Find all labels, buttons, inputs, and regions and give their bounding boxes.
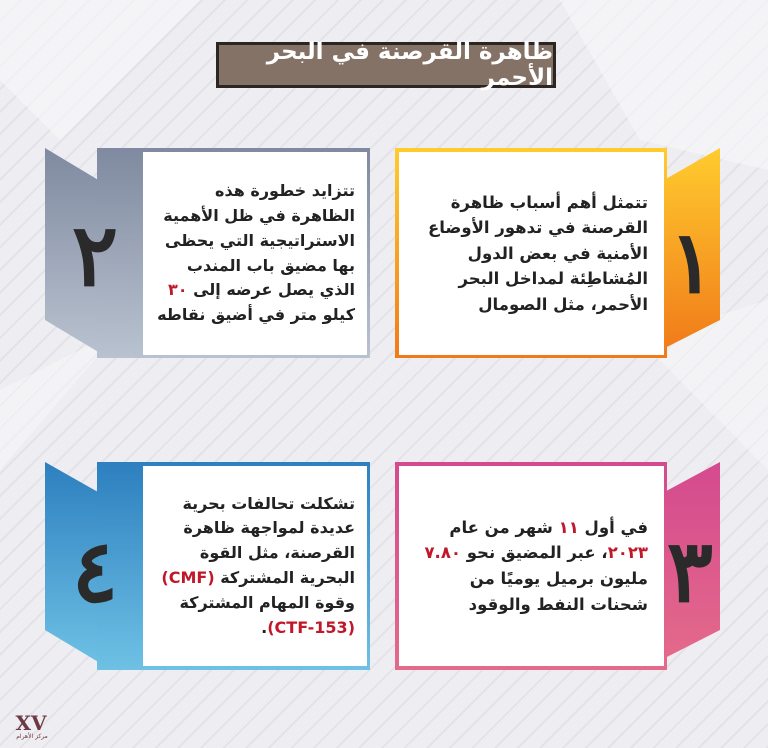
logo-caption: مركز الأهرام: [16, 733, 48, 740]
card-4: [45, 462, 370, 687]
card-3-highlight-months: ١١: [558, 517, 579, 537]
card-4-text-c: .: [261, 617, 268, 637]
card-2: [45, 148, 370, 378]
card-4-text: [155, 492, 355, 641]
title-box: [216, 39, 556, 91]
card-4-text-a: تشكلت تحالفات بحرية عديدة لمواجهة ظاهرة القرصنة، مثل القوة البحرية المشتركة: [182, 493, 355, 587]
card-3-text-c: ، عبر المضيق نحو: [460, 543, 608, 563]
card-4-panel: [143, 466, 367, 666]
card-2-highlight: ٣٠: [168, 280, 188, 300]
card-4-highlight-cmf: (CMF): [161, 568, 215, 587]
card-2-text: [155, 179, 355, 328]
card-2-text-a: تتزايد خطورة هذه الظاهرة في ظل الأهمية الاستراتيجية التي يحظى بها مضيق باب المندب الذي يصل عرضه إلى: [163, 181, 355, 300]
card-3-numeral: ٣: [666, 521, 714, 622]
card-2-text-b: كيلو متر في أضيق نقاطه: [157, 305, 355, 325]
card-1-panel: [399, 152, 664, 355]
card-1: [395, 148, 750, 378]
card-3-text-d: مليون برميل يوميًا من شحنات النفط والوقود: [468, 569, 648, 614]
svg-text:XV: XV: [15, 711, 47, 735]
card-3-text: [415, 515, 648, 617]
card-1-numeral: ١: [668, 212, 716, 313]
card-3-panel: [399, 466, 664, 666]
card-4-text-b: وقوة المهام المشتركة: [179, 592, 355, 612]
page-title: ظاهرة القرصنة في البحر الأحمر: [266, 39, 553, 91]
card-3-text-b: شهر من عام: [449, 517, 559, 537]
card-4-numeral: ٤: [71, 521, 119, 622]
card-4-highlight-ctf: (CTF-153): [267, 617, 355, 637]
card-2-panel: [143, 152, 367, 355]
card-2-numeral: ٢: [71, 205, 119, 306]
card-1-text: تتمثل أهم أسباب ظاهرة القرصنة في تدهور الأوضاع الأمنية في بعض الدول المُشاطِئة لمداخل البحر الأحمر، مثل الصومال: [427, 192, 648, 314]
card-3-text-a: في أول: [578, 517, 648, 537]
card-3-highlight-year: ٢٠٢٣: [607, 543, 648, 563]
card-3-highlight-barrels: ٧.٨٠: [424, 543, 461, 563]
card-3: [395, 462, 750, 687]
